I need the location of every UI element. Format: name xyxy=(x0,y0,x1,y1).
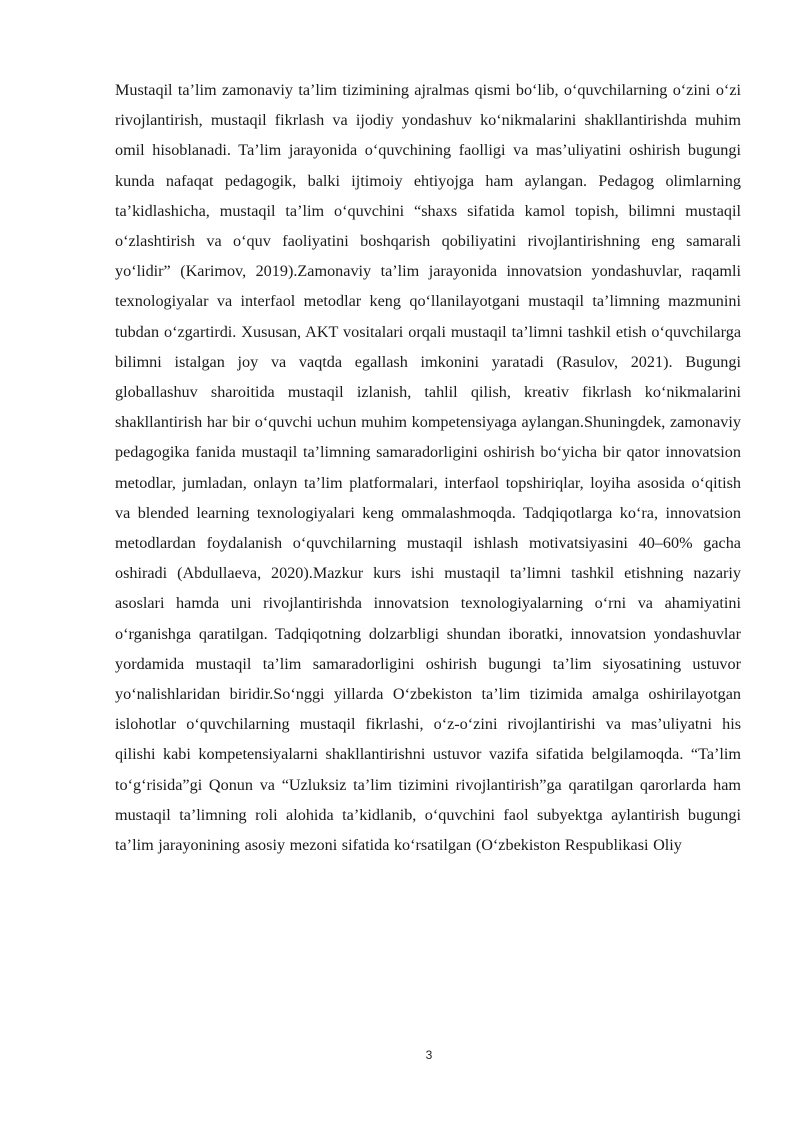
body-paragraph: Mustaqil ta’lim zamonaviy ta’lim tizimining ajralmas qismi bo‘lib, o‘quvchilarning o‘zini o‘zi rivojlantirish, mustaqil fikrlash va ijodiy yondashuv ko‘nikmalarini shakllantirishda muhim omil hisoblanadi. Ta’lim jarayonida o‘quvchining faolligi va mas’uliyatini oshirish bugungi kunda nafaqat pedagogik, balki ijtimoiy ehtiyojga ham aylangan. Pedagog olimlarning ta’kidlashicha, mustaqil ta’lim o‘quvchini “shaxs sifatida kamol topish, bilimni mustaqil o‘zlashtirish va o‘quv faoliyatini boshqarish qobiliyatini rivojlantirishning eng samarali yo‘lidir” (Karimov, 2019).Zamonaviy ta’lim jarayonida innovatsion yondashuvlar, raqamli texnologiyalar va interfaol metodlar keng qo‘llanilayotgani mustaqil ta’limning mazmunini tubdan o‘zgartirdi. Xususan, AKT vositalari orqali mustaqil ta’limni tashkil etish o‘quvchilarga bilimni istalgan joy va vaqtda egallash imkonini yaratadi (Rasulov, 2021). Bugungi globallashuv sharoitida mustaqil izlanish, tahlil qilish, kreativ fikrlash ko‘nikmalarini shakllantirish har bir o‘quvchi uchun muhim kompetensiyaga aylangan.Shuningdek, zamonaviy pedagogika fanida mustaqil ta’limning samaradorligini oshirish bo‘yicha bir qator innovatsion metodlar, jumladan, onlayn ta’lim platformalari, interfaol topshiriqlar, loyiha asosida o‘qitish va blended learning texnologiyalari keng ommalashmoqda. Tadqiqotlarga ko‘ra, innovatsion metodlardan foydalanish o‘quvchilarning mustaqil ishlash motivatsiyasini 40–60% gacha oshiradi (Abdullaeva, 2020).Mazkur kurs ishi mustaqil ta’limni tashkil etishning nazariy asoslari hamda uni rivojlantirishda innovatsion texnologiyalarning o‘rni va ahamiyatini o‘rganishga qaratilgan. Tadqiqotning dolzarbligi shundan iboratki, innovatsion yondashuvlar yordamida mustaqil ta’lim samaradorligini oshirish bugungi ta’lim siyosatining ustuvor yo‘nalishlaridan biridir.So‘nggi yillarda O‘zbekiston ta’lim tizimida amalga oshirilayotgan islohotlar o‘quvchilarning mustaqil fikrlashi, o‘z-o‘zini rivojlantirishi va mas’uliyatni his qilishi kabi kompetensiyalarni shakllantirishni ustuvor vazifa sifatida belgilamoqda. “Ta’lim to‘g‘risida”gi Qonun va “Uzluksiz ta’lim tizimini rivojlantirish”ga qaratilgan qarorlarda ham mustaqil ta’limning roli alohida ta’kidlanib, o‘quvchini faol subyektga aylantirish bugungi ta’lim jarayonining asosiy mezoni sifatida ko‘rsatilgan (O‘zbekiston Respublikasi Oliy xyxy=(115,81,741,855)
page-number: 3 xyxy=(425,1048,433,1062)
